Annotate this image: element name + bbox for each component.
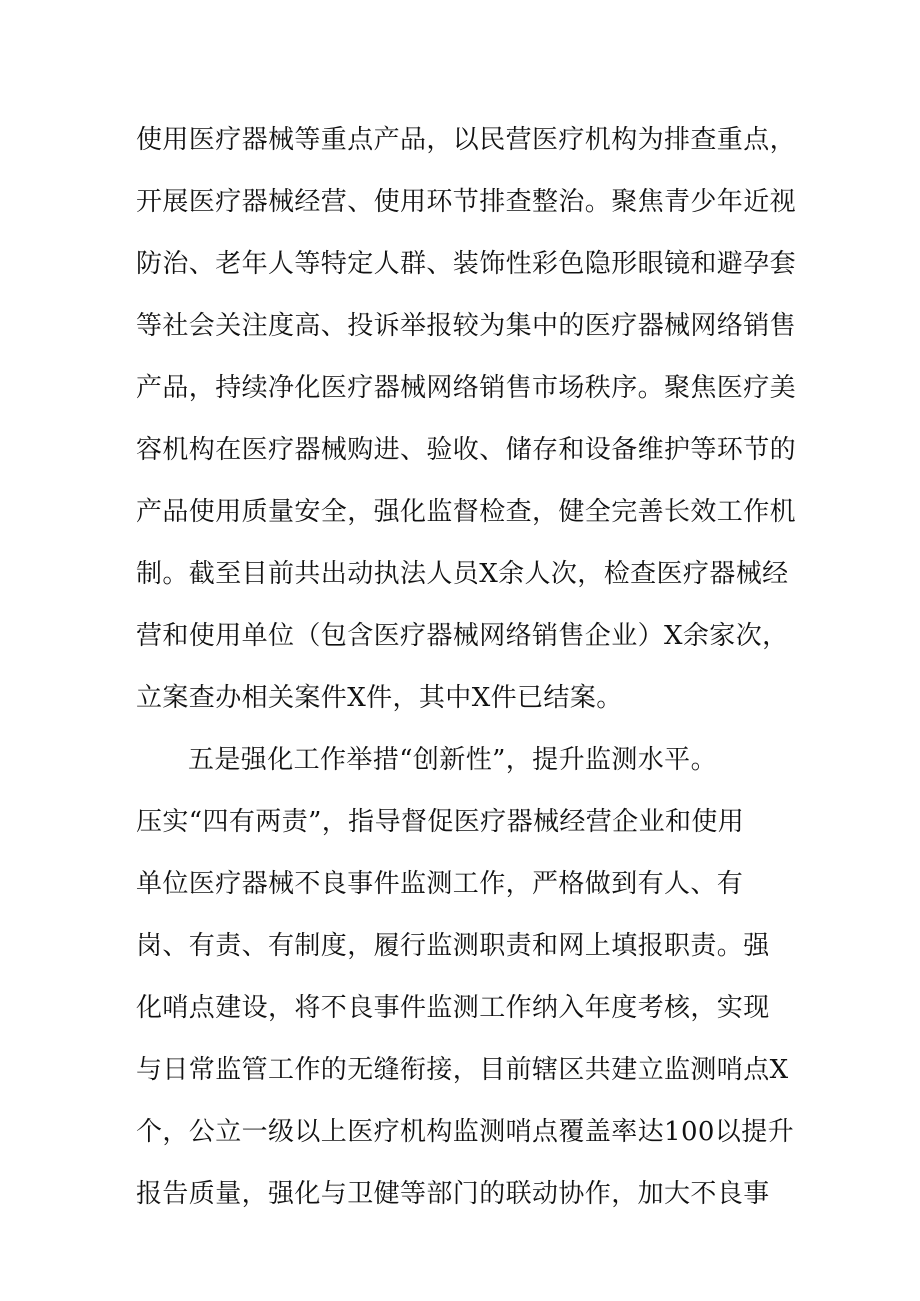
text-line-4: 等社会关注度高、投诉举报较为集中的医疗器械网络销售 [136,311,797,341]
text-line-17: 个，公立一级以上医疗机构监测哨点覆盖率达100以提升 [136,1117,795,1147]
text-line-5: 产品，持续净化医疗器械网络销售市场秩序。聚焦医疗美 [136,373,797,403]
text-line-1: 使用医疗器械等重点产品，以民营医疗机构为排查重点， [136,125,797,155]
text-line-15: 化哨点建设，将不良事件监测工作纳入年度考核，实现 [136,993,770,1023]
section-heading-line: 五是强化工作举措“创新性”，提升监测水平。 [188,745,717,775]
text-line-9: 营和使用单位（包含医疗器械网络销售企业）X余家次， [136,621,789,651]
text-line-13: 单位医疗器械不良事件监测工作，严格做到有人、有 [136,869,744,899]
text-line-10: 立案查办相关案件X件，其中X件已结案。 [136,683,623,713]
text-line-16: 与日常监管工作的无缝衔接，目前辖区共建立监测哨点X [136,1055,789,1085]
text-line-6: 容机构在医疗器械购进、验收、储存和设备维护等环节的 [136,435,797,465]
text-line-2: 开展医疗器械经营、使用环节排查整治。聚焦青少年近视 [136,187,797,217]
text-line-7: 产品使用质量安全，强化监督检查，健全完善长效工作机 [136,497,797,527]
text-line-14: 岗、有责、有制度，履行监测职责和网上填报职责。强 [136,931,770,961]
text-line-12: 压实“四有两责”，指导督促医疗器械经营企业和使用 [136,807,745,837]
text-line-18: 报告质量，强化与卫健等部门的联动协作，加大不良事 [136,1179,770,1209]
text-line-3: 防治、老年人等特定人群、装饰性彩色隐形眼镜和避孕套 [136,249,797,279]
text-line-8: 制。截至目前共出动执法人员X余人次，检查医疗器械经 [136,559,789,589]
